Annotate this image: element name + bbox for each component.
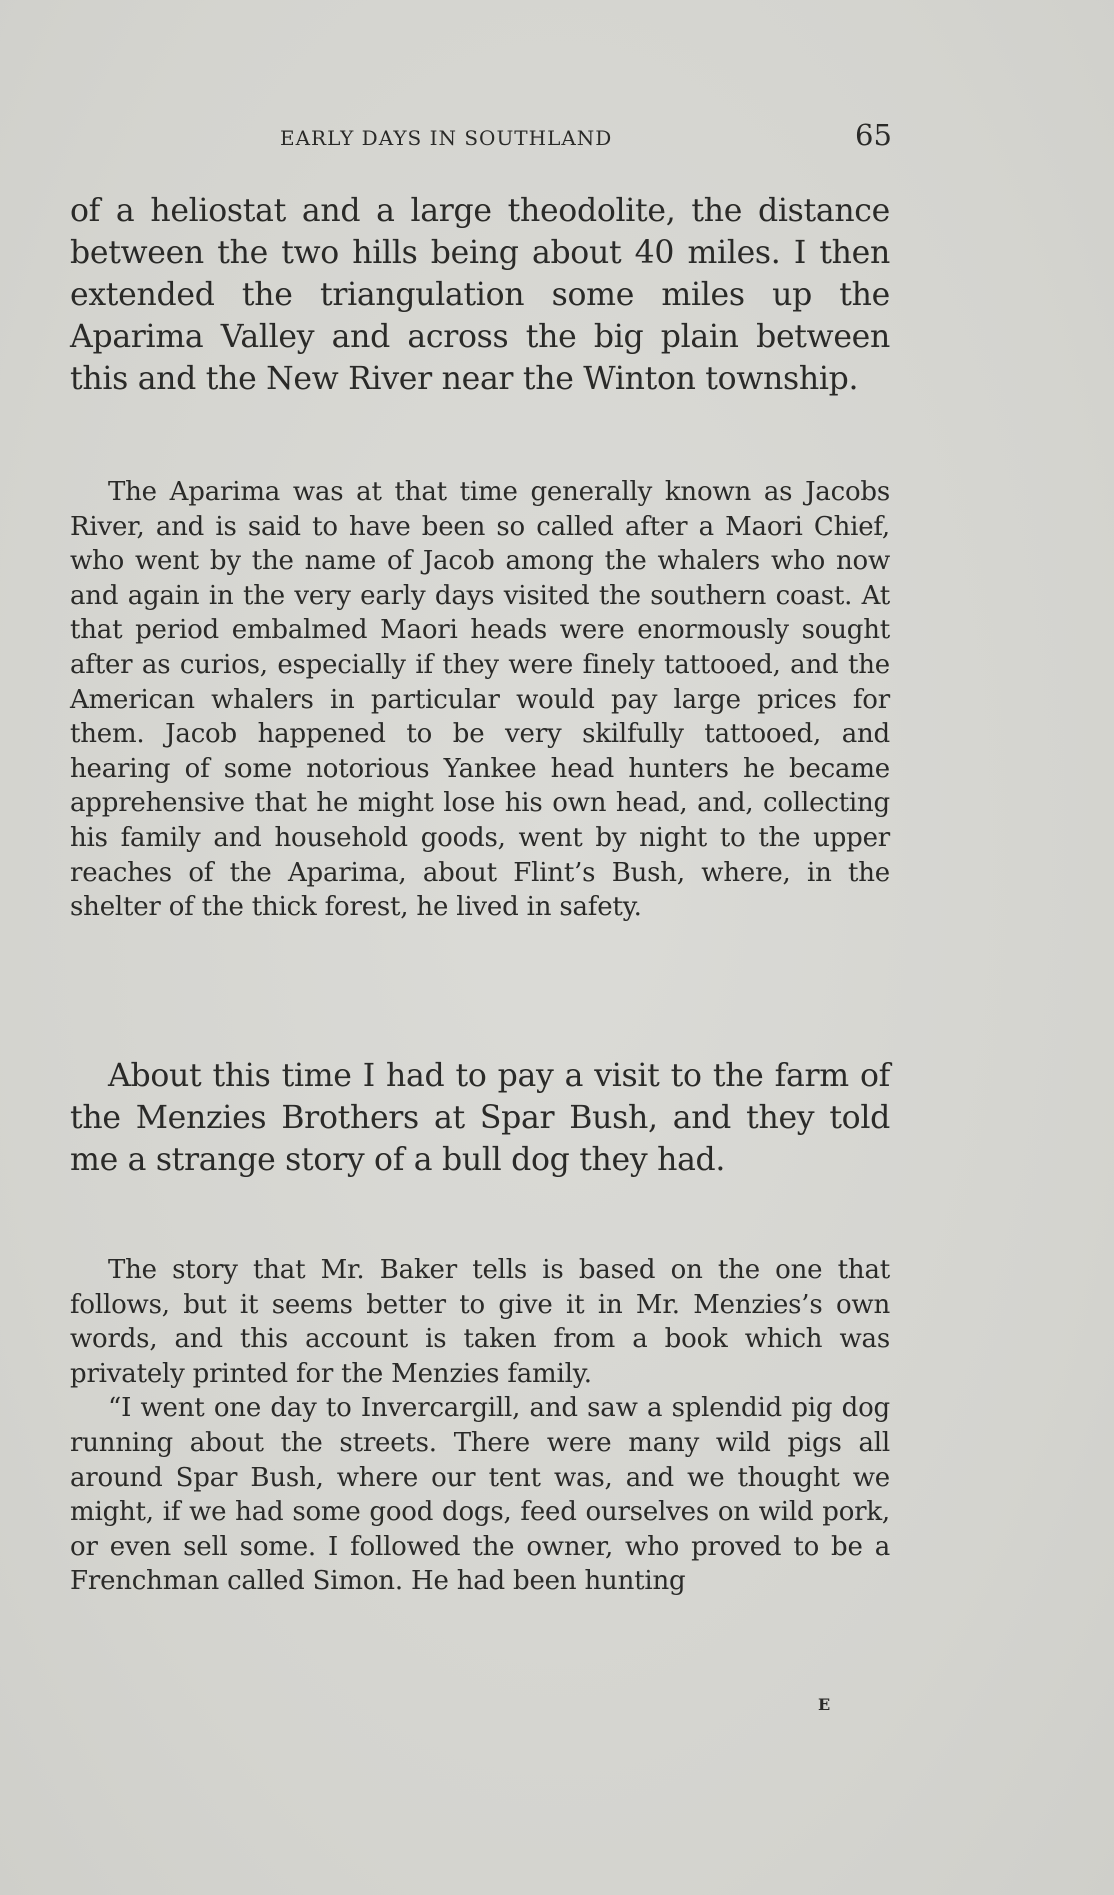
paragraph-5-text: “I went one day to Invercargill, and saw a splendid pig dog running about the streets. There were many wild pigs all around Spar Bush, where our tent was, and we thought we might, if we had some good dogs, feed ourselves on wild pork, or even sell some. I followed the owner, who proved to be a Frenchman called Simon. He had been hunting — [70, 1393, 890, 1597]
page-number: 65 — [855, 118, 892, 152]
paragraph-4 — [70, 1253, 890, 1599]
paragraph-4-text: The story that Mr. Baker tells is based on the one that follows, but it seems better to give it in Mr. Menzies’s own words, and this account is taken from a book which was privately printed for the Menzies family. — [70, 1255, 890, 1389]
paragraph-1-text: of a heliostat and a large theodolite, the distance between the two hills being about 40 miles. I then extended the triangulation some miles up the Aparima Valley and across the big plain between this and the New River near the Winton township. — [70, 193, 890, 397]
paragraph-1 — [70, 190, 890, 400]
signature-mark: E — [818, 1695, 831, 1714]
running-head: EARLY DAYS IN SOUTHLAND — [280, 126, 613, 150]
paragraph-2 — [70, 475, 890, 925]
paragraph-3-text: About this time I had to pay a visit to the farm of the Menzies Brothers at Spar Bush, and they told me a strange story of a bull dog they had. — [70, 1058, 890, 1178]
paragraph-3 — [70, 1055, 890, 1181]
paragraph-2-text: The Aparima was at that time generally known as Jacobs River, and is said to have been so called after a Maori Chief, who went by the name of Jacob among the whalers who now and again in the very early days visited the southern coast. At that period embalmed Maori heads were enormously sought after as curios, especially if they were finely tattooed, and the American whalers in particular would pay large prices for them. Jacob happened to be very skilfully tattooed, and hearing of some notorious Yankee head hunters he became apprehensive that he might lose his own head, and, collecting his family and household goods, went by night to the upper reaches of the Aparima, about Flint’s Bush, where, in the shelter of the thick forest, he lived in safety. — [70, 477, 890, 923]
